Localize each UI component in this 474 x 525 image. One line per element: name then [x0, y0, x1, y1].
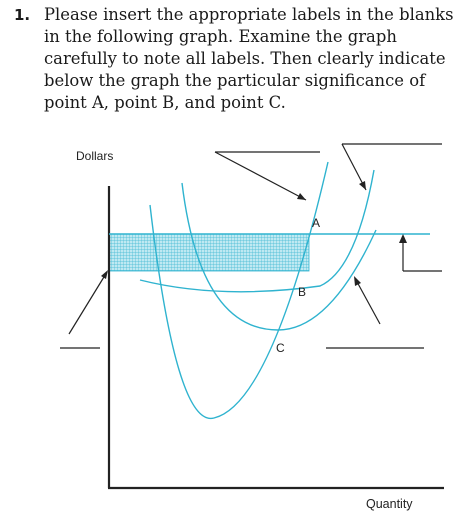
question-text: Please insert the appropriate labels in the blanks in the following graph. Examine the graph carefully to note all labels. Then clearly indicate below the graph the particular significance of point A, point B, and point C. [44, 5, 454, 112]
arrowhead-2 [359, 181, 366, 190]
point-c-label: C [276, 341, 285, 355]
y-axis-label: Dollars [76, 149, 114, 163]
arrowhead-5 [101, 270, 108, 279]
pointer-arrow-5 [69, 272, 107, 334]
question-number: 1. [14, 6, 31, 24]
point-b-label: B [298, 285, 307, 299]
pointer-arrow-1 [215, 152, 306, 200]
point-a-label: A [312, 216, 321, 230]
arrowhead-4 [354, 276, 361, 286]
pointer-arrow-4 [356, 280, 380, 324]
arrowhead-1 [297, 193, 306, 200]
average-variable-cost-curve [140, 170, 374, 292]
shaded-profit-region [109, 234, 309, 271]
arrowhead-3 [399, 234, 407, 243]
x-axis-label: Quantity [366, 497, 413, 511]
